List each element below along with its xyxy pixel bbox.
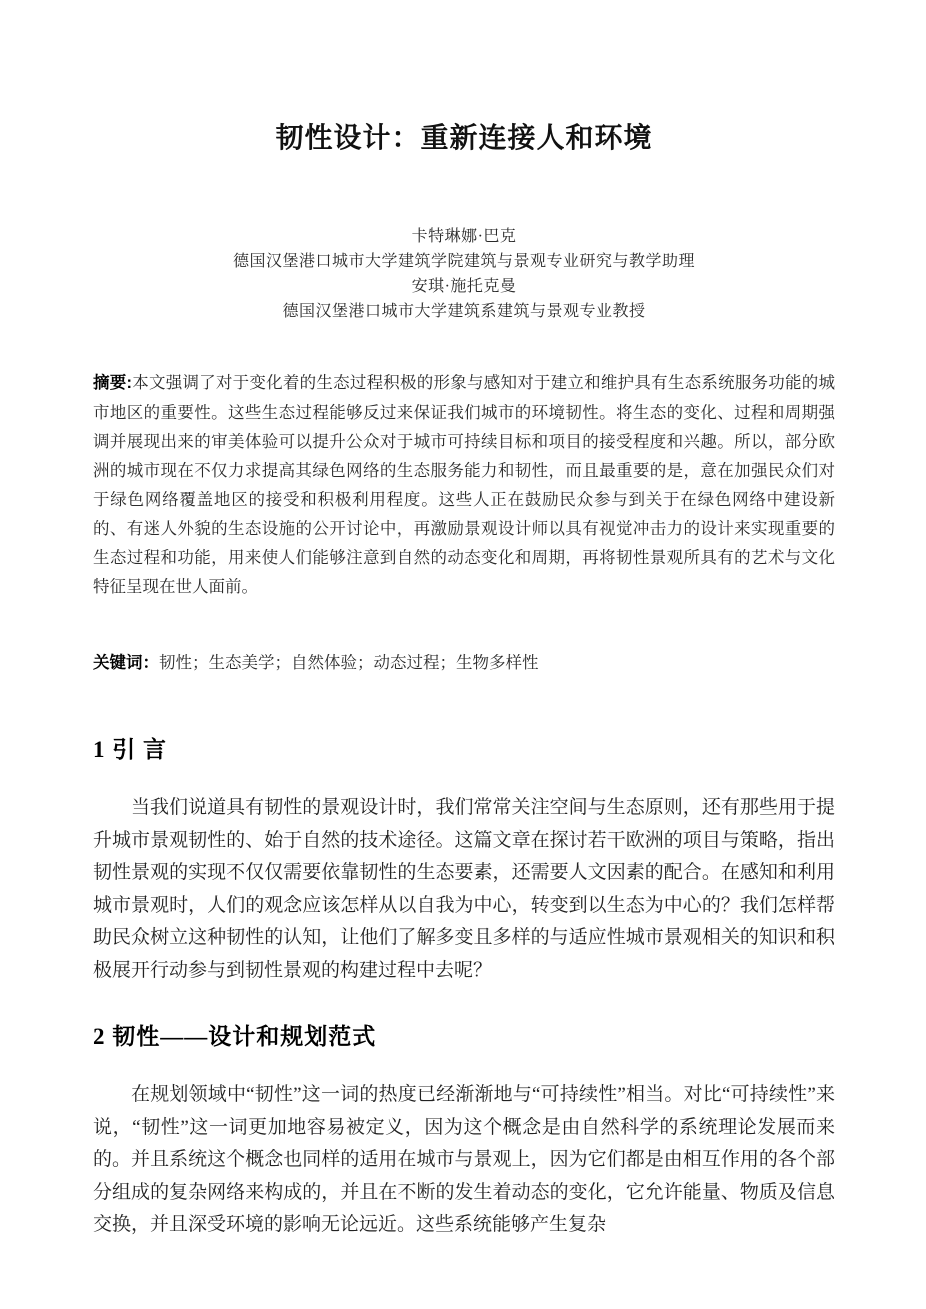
section-1-heading: 1 引 言 [93, 737, 167, 762]
author-block [93, 224, 835, 324]
author-name-1: 卡特琳娜·巴克 [411, 228, 517, 245]
keywords-label: 关键词： [93, 654, 159, 672]
section-2-heading: 2 韧性——设计和规划范式 [93, 1024, 377, 1049]
author-affiliation-2: 德国汉堡港口城市大学建筑系建筑与景观专业教授 [282, 303, 646, 320]
abstract-label: 摘要: [93, 374, 132, 392]
author-affiliation-1: 德国汉堡港口城市大学建筑学院建筑与景观专业研究与教学助理 [232, 253, 695, 270]
section-1-paragraph: 当我们说道具有韧性的景观设计时，我们常常关注空间与生态原则，还有那些用于提升城市景观韧性的、始于自然的技术途径。这篇文章在探讨若干欧洲的项目与策略，指出韧性景观的实现不仅仅需要依靠韧性的生态要素，还需要人文因素的配合。在感知和利用城市景观时，人们的观念应该怎样从以自我为中心，转变到以生态为中心的？我们怎样帮助民众树立这种韧性的认知，让他们了解多变且多样的与适应性城市景观相关的知识和积极展开行动参与到韧性景观的构建过程中去呢？ [93, 797, 835, 981]
abstract-text: 本文强调了对于变化着的生态过程积极的形象与感知对于建立和维护具有生态系统服务功能的城市地区的重要性。这些生态过程能够反过来保证我们城市的环境韧性。将生态的变化、过程和周期强调并展现出来的审美体验可以提升公众对于城市可持续目标和项目的接受程度和兴趣。所以，部分欧洲的城市现在不仅力求提高其绿色网络的生态服务能力和韧性，而且最重要的是，意在加强民众们对于绿色网络覆盖地区的接受和积极利用程度。这些人正在鼓励民众参与到关于在绿色网络中建设新的、有迷人外貌的生态设施的公开讨论中，再激励景观设计师以具有视觉冲击力的设计来实现重要的生态过程和功能，用来使人们能够注意到自然的动态变化和周期，再将韧性景观所具有的艺术与文化特征呈现在世人面前。 [93, 373, 836, 596]
page-title: 韧性设计：重新连接人和环境 [275, 122, 653, 153]
keywords-text: 韧性；生态美学；自然体验；动态过程；生物多样性 [159, 653, 539, 672]
keywords-line [93, 648, 835, 678]
author-name-2: 安琪·施托克曼 [411, 278, 517, 295]
abstract-paragraph [93, 368, 835, 601]
section-2-paragraph: 在规划领域中“韧性”这一词的热度已经渐渐地与“可持续性”相当。对比“可持续性”来说，“韧性”这一词更加地容易被定义，因为这个概念是由自然科学的系统理论发展而来的。并且系统这个概念也同样的适用在城市与景观上，因为它们都是由相互作用的各个部分组成的复杂网络来构成的，并且在不断的发生着动态的变化，它允许能量、物质及信息交换，并且深受环境的影响无论远近。这些系统能够产生复杂 [93, 1084, 835, 1235]
